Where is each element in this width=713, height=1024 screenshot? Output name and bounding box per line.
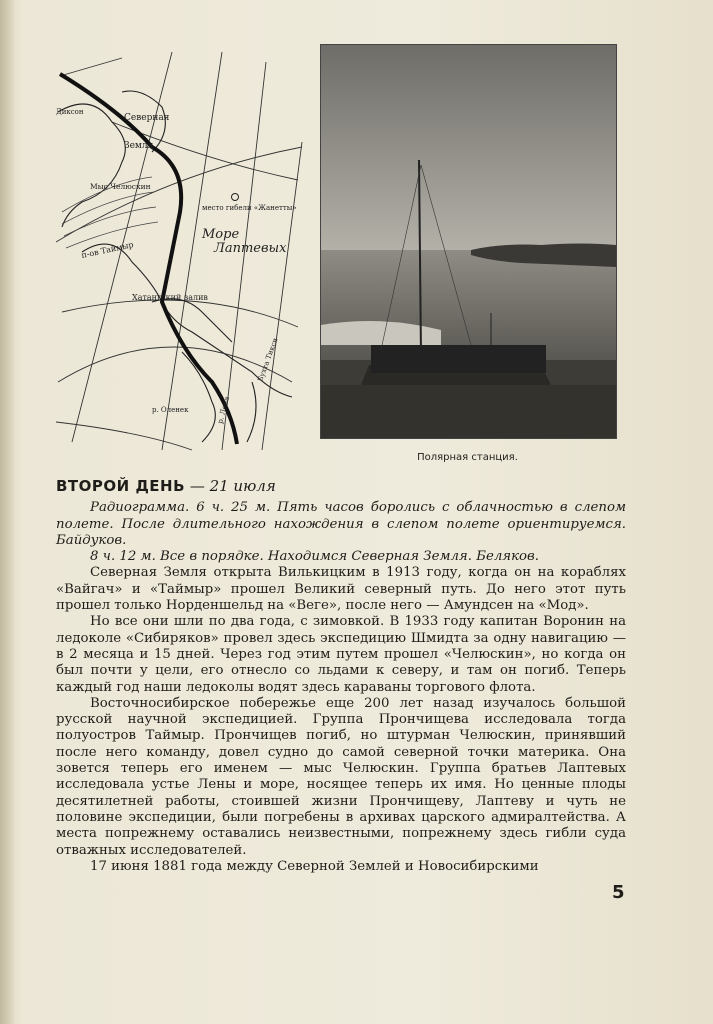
- map-label-khatanga: Хатангский залив: [132, 293, 208, 302]
- map-label-north: Северная: [124, 113, 170, 123]
- map-label-dikson: Диксон: [56, 108, 84, 116]
- paragraph: Но все они шли по два года, с зимовкой. В 1933 году капитан Воронин на ледоколе «Сибиряков» провел здесь экспедицию Шмидта за одну навигацию — в 2 месяца и 15 дней. Через год этим путем прошел «Челюскин», но когда он был почти у цели, его отнесло со льдами к северу, и там он погиб. Теперь каждый год наши ледоколы водят здесь караваны торгового флота.: [56, 614, 626, 695]
- paragraph: 8 ч. 12 м. Все в порядке. Находимся Северная Земля. Беляков.: [90, 549, 540, 565]
- map-label-wreck: место гибели «Жанетты»: [202, 204, 297, 212]
- photo-caption: Полярная станция.: [417, 452, 518, 463]
- heading-date: — 21 июля: [189, 477, 276, 495]
- map-label-bay: Бухта Тикси: [256, 336, 280, 383]
- map-label-sea-2: Лаптевых: [214, 241, 287, 256]
- page-binding: [0, 0, 14, 1024]
- article-body: [56, 478, 626, 875]
- paragraph: Северная Земля открыта Вилькицким в 1913 году, когда он на кораблях «Вайгач» и «Таймыр» прошел Великий северный путь. До него этот путь прошел только Норденшельд на «Веге», после него — Амундсен на «Мод».: [56, 565, 626, 614]
- map-label-lena: р. Лена: [216, 395, 232, 425]
- map-label-cape: Мыс Челюскин: [90, 182, 151, 191]
- paragraph: Восточносибирское побережье еще 200 лет назад изучалось большой русской научной экспедицией. Группа Прончищева исследовала тогда полуостров Таймыр. Прончищев погиб, но штурман Челюскин, принявший после него команду, довел судно до самой северной точки материка. Она зовется теперь его именем — мыс Челюскин. Группа братьев Лаптевых исследовала устье Лены и море, носящее теперь их имя. Но ценные плоды десятилетней работы, стоившей жизни Прончищеву, Лаптеву и чуть не половине экспедиции, были погребены в архивах царского адмиралтейства. А места попрежнему оставались неизвестными, попрежнему здесь гибли суда отважных исследователей.: [56, 695, 626, 858]
- paragraph: Радиограмма. 6 ч. 25 м. Пять часов боролись с облачностью в слепом полете. После длительного нахождения в слепом полете ориентируемся. Байдуков.: [56, 500, 626, 548]
- heading-title: ВТОРОЙ ДЕНЬ: [56, 477, 186, 495]
- map-label-olenek: р. Оленек: [152, 406, 189, 414]
- route-map: [52, 52, 310, 452]
- map-label-land: Земля: [124, 141, 154, 151]
- map-label-sea-1: Море: [202, 227, 240, 242]
- section-heading: [56, 478, 626, 494]
- page-number: 5: [612, 882, 625, 903]
- polar-station-photo: [320, 44, 617, 439]
- paragraph: 17 июня 1881 года между Северной Землей и Новосибирскими: [90, 858, 539, 874]
- map-label-taimyr: п-ов Таймыр: [80, 240, 135, 260]
